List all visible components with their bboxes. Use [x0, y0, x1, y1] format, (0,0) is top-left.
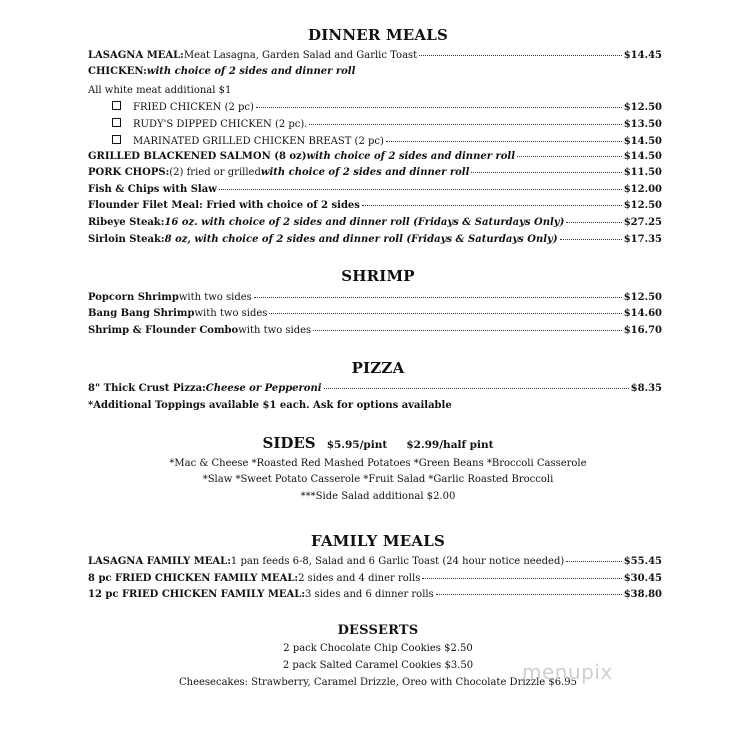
- checkbox-icon: [112, 118, 121, 127]
- item-price: $14.45: [623, 50, 662, 61]
- item-name: CHICKEN:: [88, 66, 147, 77]
- shrimp-heading: SHRIMP: [341, 267, 415, 285]
- menu-item-flounder: [88, 200, 662, 216]
- pizza-heading: PIZZA: [351, 359, 405, 377]
- item-name: Sirloin Steak:: [88, 234, 165, 245]
- item-name: Fish & Chips with Slaw: [88, 184, 217, 195]
- item-price: $27.25: [623, 217, 662, 228]
- item-name: Shrimp & Flounder Combo: [88, 325, 239, 336]
- item-price: $16.70: [623, 325, 662, 336]
- item-desc: with choice of 2 sides and dinner roll: [306, 151, 515, 162]
- white-meat-note: All white meat additional $1: [88, 85, 232, 96]
- dot-leader: [256, 107, 622, 108]
- dot-leader: [566, 222, 621, 223]
- item-price: $30.45: [623, 573, 662, 584]
- desserts-heading: DESSERTS: [337, 623, 419, 638]
- dessert-line-3: Cheesecakes: Strawberry, Caramel Drizzle, Oreo with Chocolate Drizzle $6.95: [178, 677, 578, 688]
- item-name: PORK CHOPS:: [88, 167, 170, 178]
- sides-list-line-2: *Slaw *Sweet Potato Casserole *Fruit Salad *Garlic Roasted Broccoli: [202, 474, 554, 485]
- dot-leader: [309, 124, 621, 125]
- family-item-8pc-chicken: [88, 573, 662, 589]
- dot-leader: [436, 594, 622, 595]
- item-name: Flounder Filet Meal: Fried with choice of 2 sides: [88, 200, 360, 211]
- item-price: $38.80: [623, 589, 662, 600]
- item-name: 8 pc FRIED CHICKEN FAMILY MEAL:: [88, 573, 299, 584]
- family-item-12pc-chicken: [88, 589, 662, 605]
- item-price: $12.50: [623, 292, 662, 303]
- sides-title: SIDES: [262, 434, 316, 452]
- sides-list-line-1: *Mac & Cheese *Roasted Red Mashed Potatoes *Green Beans *Broccoli Casserole: [169, 458, 587, 469]
- item-desc: with two sides: [178, 292, 252, 303]
- menu-item-sirloin: [88, 234, 662, 250]
- item-desc: with two sides: [194, 308, 268, 319]
- item-price: $12.00: [623, 184, 662, 195]
- item-name: LASAGNA FAMILY MEAL:: [88, 556, 231, 567]
- item-name: Bang Bang Shrimp: [88, 308, 195, 319]
- menupix-watermark: menupix: [522, 660, 613, 684]
- option-price: $12.50: [623, 102, 662, 113]
- item-desc: 3 sides and 6 dinner rolls: [305, 589, 434, 600]
- option-price: $14.50: [623, 136, 662, 147]
- dot-leader: [419, 55, 622, 56]
- sides-half-pint-price: $2.99/half pint: [406, 439, 494, 451]
- menu-item-bang-bang-shrimp: [88, 308, 662, 324]
- dot-leader: [219, 189, 622, 190]
- menu-item-shrimp-flounder-combo: [88, 325, 662, 341]
- menu-item-pizza: [88, 383, 662, 399]
- dot-leader: [566, 561, 621, 562]
- item-desc: (2) fried or grilled: [169, 167, 261, 178]
- dot-leader: [471, 172, 621, 173]
- family-item-lasagna: [88, 556, 662, 572]
- option-name: RUDY'S DIPPED CHICKEN (2 pc).: [133, 119, 308, 130]
- menu-item-lasagna-meal: [88, 50, 662, 66]
- sides-heading: [0, 433, 756, 452]
- menu-item-fish-chips: [88, 184, 662, 200]
- checkbox-icon: [112, 101, 121, 110]
- menu-item-salmon: [88, 151, 662, 167]
- dot-leader: [386, 141, 622, 142]
- item-desc-italic: with choice of 2 sides and dinner roll: [260, 167, 470, 178]
- dot-leader: [324, 388, 629, 389]
- item-price: $17.35: [623, 234, 662, 245]
- item-name: Popcorn Shrimp: [88, 292, 179, 303]
- option-name: FRIED CHICKEN (2 pc): [133, 102, 254, 113]
- option-name: MARINATED GRILLED CHICKEN BREAST (2 pc): [133, 136, 384, 147]
- chicken-option-fried: [112, 101, 662, 117]
- item-name: 12 pc FRIED CHICKEN FAMILY MEAL:: [88, 589, 306, 600]
- item-desc: 1 pan feeds 6-8, Salad and 6 Garlic Toast (24 hour notice needed): [230, 556, 565, 567]
- item-name: Ribeye Steak:: [88, 217, 165, 228]
- item-name: 8" Thick Crust Pizza:: [88, 383, 206, 394]
- dot-leader: [313, 330, 622, 331]
- dot-leader: [254, 297, 622, 298]
- checkbox-icon: [112, 135, 121, 144]
- side-salad-note: ***Side Salad additional $2.00: [300, 491, 456, 502]
- item-price: $14.50: [623, 151, 662, 162]
- item-price: $11.50: [623, 167, 662, 178]
- item-price: $12.50: [623, 200, 662, 211]
- item-price: $55.45: [623, 556, 662, 567]
- family-meals-heading: FAMILY MEALS: [310, 532, 445, 550]
- dinner-meals-heading: DINNER MEALS: [307, 26, 449, 44]
- dot-leader: [517, 156, 622, 157]
- item-name: GRILLED BLACKENED SALMON (8 oz): [88, 151, 307, 162]
- item-desc: with two sides: [238, 325, 312, 336]
- dessert-line-2: 2 pack Salted Caramel Cookies $3.50: [282, 660, 474, 671]
- pizza-toppings-note: *Additional Toppings available $1 each. Ask for options available: [88, 400, 452, 411]
- item-desc: 8 oz, with choice of 2 sides and dinner roll (Fridays & Saturdays Only): [164, 234, 558, 245]
- item-desc: Meat Lasagna, Garden Salad and Garlic Toast: [183, 50, 418, 61]
- sides-pint-price: $5.95/pint: [326, 439, 388, 451]
- item-price: $8.35: [630, 383, 662, 394]
- item-desc: with choice of 2 sides and dinner roll: [146, 66, 356, 77]
- dot-leader: [362, 205, 622, 206]
- dessert-line-1: 2 pack Chocolate Chip Cookies $2.50: [283, 643, 473, 654]
- dot-leader: [269, 313, 621, 314]
- item-desc: 16 oz. with choice of 2 sides and dinner roll (Fridays & Saturdays Only): [164, 217, 565, 228]
- menu-item-popcorn-shrimp: [88, 292, 662, 308]
- dot-leader: [422, 578, 621, 579]
- item-name: LASAGNA MEAL:: [88, 50, 184, 61]
- item-desc: 2 sides and 4 diner rolls: [298, 573, 421, 584]
- menu-item-chicken: [88, 66, 662, 82]
- item-desc: Cheese or Pepperoni: [205, 383, 322, 394]
- chicken-option-grilled: [112, 135, 662, 151]
- dot-leader: [560, 239, 622, 240]
- menu-item-ribeye: [88, 217, 662, 233]
- menu-item-pork-chops: [88, 167, 662, 183]
- item-price: $14.60: [623, 308, 662, 319]
- chicken-option-dipped: [112, 118, 662, 134]
- option-price: $13.50: [623, 119, 662, 130]
